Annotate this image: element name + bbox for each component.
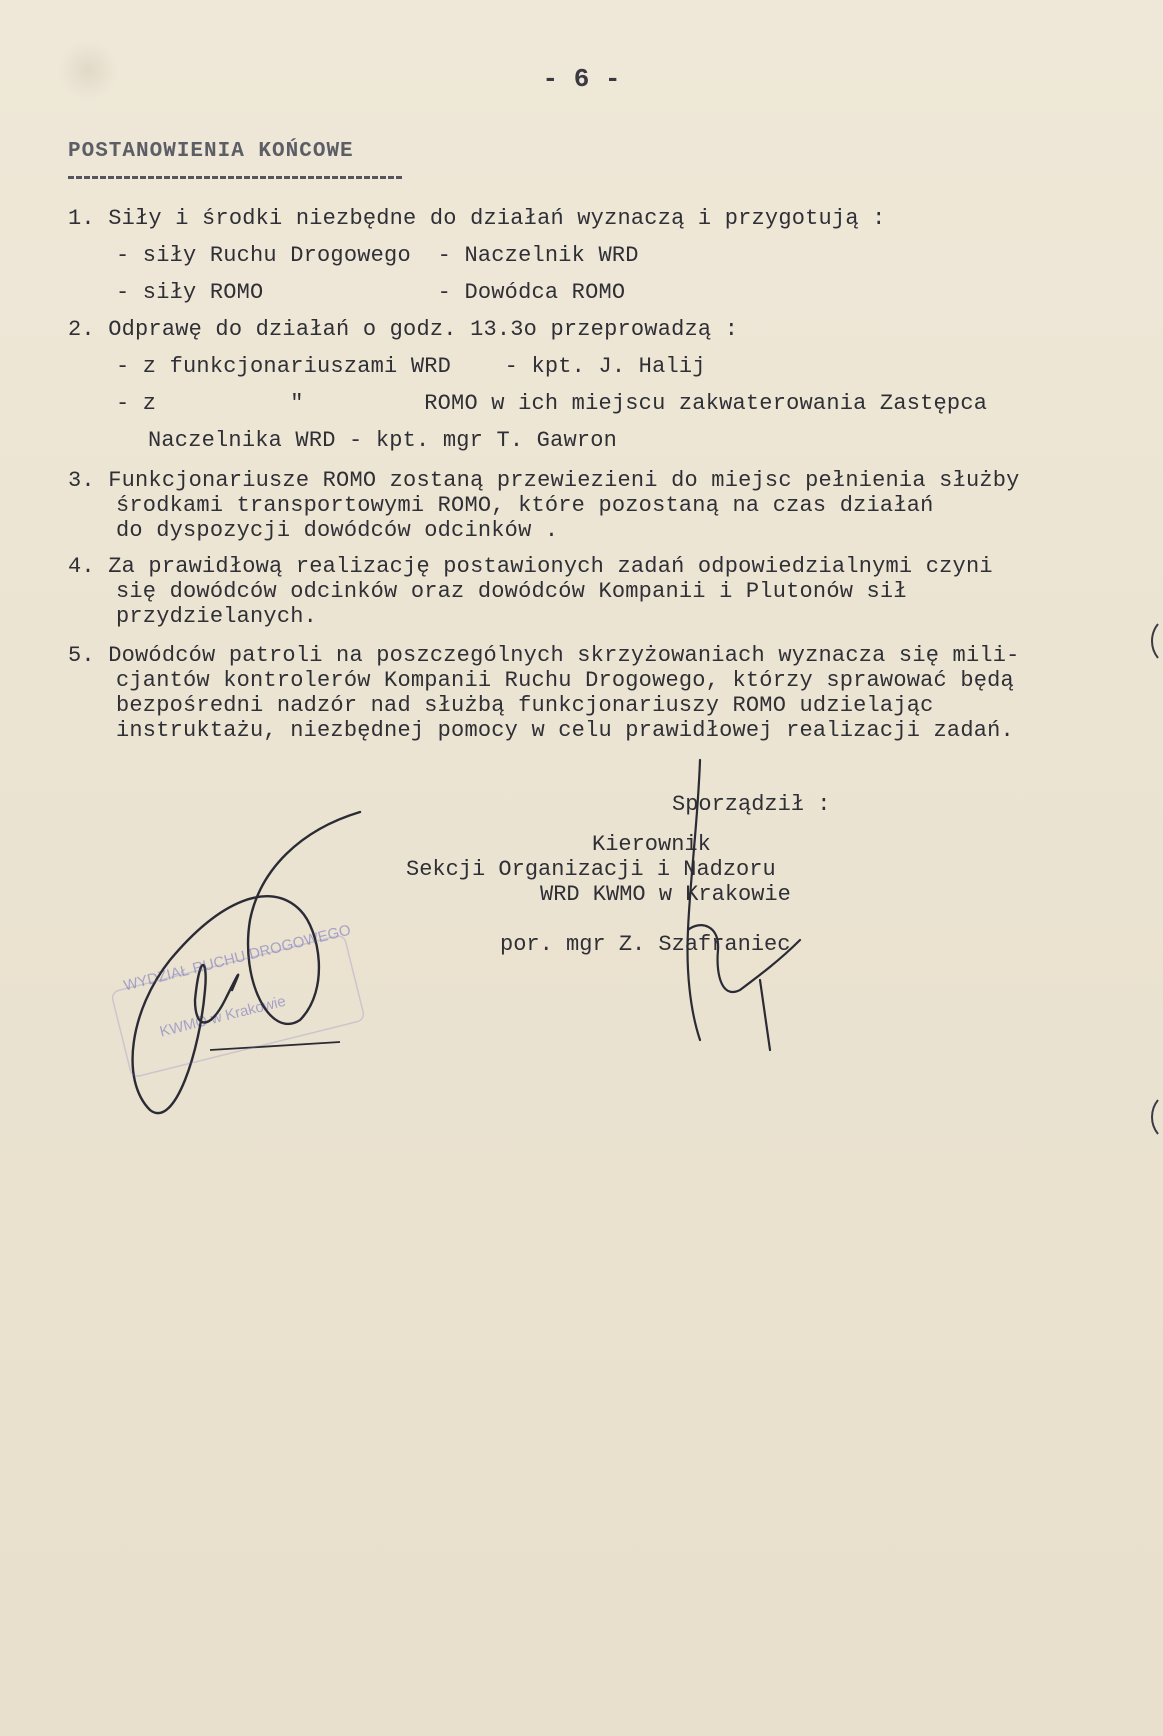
text-line: 3. Funkcjonariusze ROMO zostaną przewiezieni do miejsc pełnienia służby: [68, 468, 1020, 493]
text-line: 1. Siły i środki niezbędne do działań wyznaczą i przygotują :: [68, 206, 886, 231]
text-line: 5. Dowódców patroli na poszczególnych skrzyżowaniach wyznacza się mili-: [68, 643, 1020, 668]
margin-mark: [1152, 1100, 1158, 1134]
right-signature: [688, 760, 801, 1050]
text-line: do dyspozycji dowódców odcinków .: [116, 518, 559, 543]
text-line: - siły Ruchu Drogowego - Naczelnik WRD: [116, 243, 639, 268]
left-signature: [133, 812, 360, 1113]
text-line: 2. Odprawę do działań o godz. 13.3o przeprowadzą :: [68, 317, 739, 342]
left-signature-underline: [210, 1042, 340, 1050]
page-number: - 6 -: [542, 64, 621, 94]
stamp-outline: [111, 934, 365, 1077]
text-line: bezpośredni nadzór nad służbą funkcjonariuszy ROMO udzielając: [116, 693, 934, 718]
text-line: środkami transportowymi ROMO, które pozostaną na czas działań: [116, 493, 934, 518]
section-heading: POSTANOWIENIA KOŃCOWE: [68, 140, 354, 163]
text-line: Naczelnika WRD - kpt. mgr T. Gawron: [148, 428, 618, 453]
margin-mark: [1152, 624, 1158, 658]
text-line: - z " ROMO w ich miejscu zakwaterowania Zastępca: [116, 391, 988, 416]
stamp-text-2: KWMO w Krakowie: [158, 992, 288, 1041]
text-line: przydzielanych.: [116, 604, 318, 629]
text-line: 4. Za prawidłową realizację postawionych zadań odpowiedzialnymi czyni: [68, 554, 993, 579]
stamp-text-1: WYDZIAŁ RUCHU DROGOWEGO: [122, 921, 353, 995]
signatory-name: por. mgr Z. Szafraniec: [500, 932, 791, 957]
text-line: - z funkcjonariuszami WRD - kpt. J. Halij: [116, 354, 706, 379]
signatory-title-2: Sekcji Organizacji i Nadzoru: [406, 857, 776, 882]
prepared-by-label: Sporządził :: [672, 792, 831, 817]
text-line: się dowódców odcinków oraz dowódców Kompanii i Plutonów sił: [116, 579, 907, 604]
text-line: - siły ROMO - Dowódca ROMO: [116, 280, 626, 305]
text-line: instruktażu, niezbędnej pomocy w celu prawidłowej realizacji zadań.: [116, 718, 1014, 743]
signatory-title-3: WRD KWMO w Krakowie: [540, 882, 791, 907]
text-line: cjantów kontrolerów Kompanii Ruchu Drogowego, którzy sprawować będą: [116, 668, 1014, 693]
signatory-title-1: Kierownik: [592, 832, 711, 857]
